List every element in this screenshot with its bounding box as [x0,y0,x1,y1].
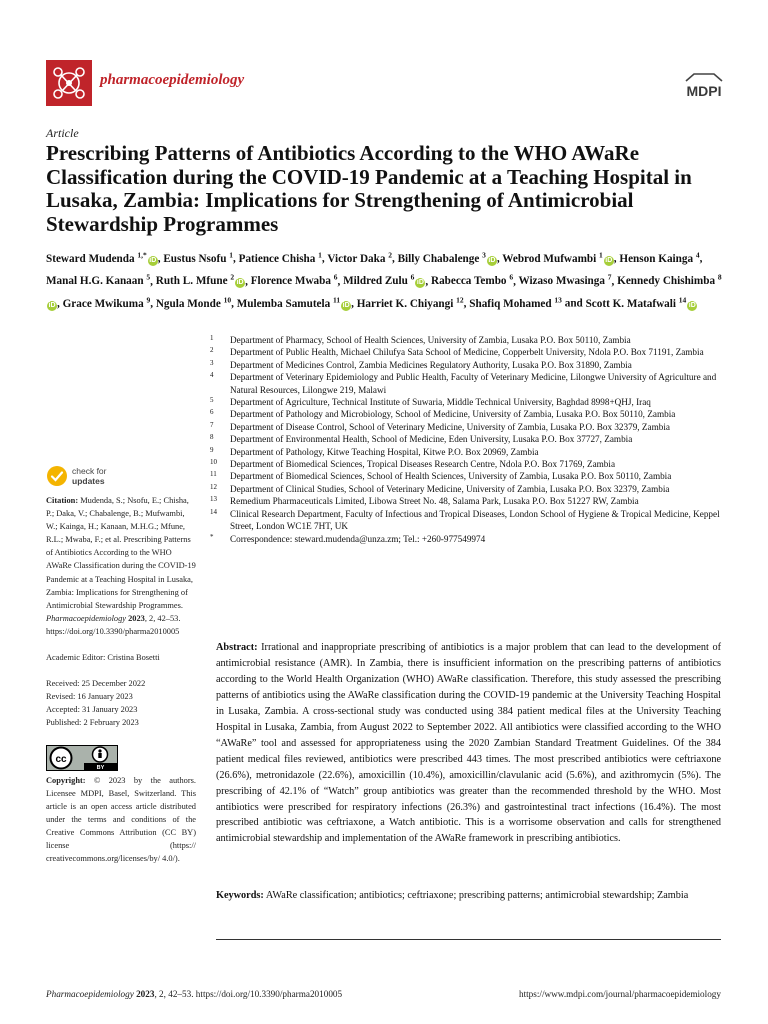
affiliation-item [210,346,730,358]
author[interactable] [46,272,151,288]
affiliation-text: Department of Biomedical Sciences, Tropical Diseases Research Centre, Ndola P.O. Box 71769, Zambia [230,459,616,470]
author-separator: , [611,275,618,288]
citation-doi[interactable]: , 2, 42–53. https://doi.org/10.3390/pharma2010005 [46,613,181,636]
affiliation-text: Department of Biomedical Sciences, School of Health Sciences, University of Zambia, Lusaka P.O. Box 50110, Zambia [230,471,672,482]
publisher-name: MDPI [686,83,722,99]
author[interactable] [518,272,612,288]
citation-year: 2023 [128,613,145,623]
affiliation-text: Department of Agriculture, Technical Institute of Suwaria, Middle Technical University, Baghdad 8998+QHJ, Iraq [230,397,651,408]
author-separator: , [463,297,470,310]
author-affiliation-marker: 14 [678,295,687,305]
author-affiliation-marker: 8 [717,272,722,282]
received-date: Received: 25 December 2022 [46,679,146,689]
author-affiliation-marker: 1 [599,250,603,259]
author-name[interactable]: Steward Mudenda [46,252,135,265]
copyright-label: Copyright: [46,775,86,785]
author[interactable] [619,250,700,265]
affiliation-number: 4 [210,371,214,380]
footer-journal: Pharmacoepidemiology [46,989,134,999]
abstract-label: Abstract: [216,642,258,653]
affiliation-text: Department of Public Health, Michael Chilufya Sata School of Medicine, Copperbelt University, Ndola P.O. Box 71191, Zambia [230,347,704,358]
author-affiliation-marker: 3 [482,250,486,259]
affiliation-item [210,446,730,458]
orcid-icon[interactable]: iD [605,256,613,264]
author-affiliation-marker: 9 [146,295,151,305]
affiliation-item [210,334,730,346]
copyright [46,774,196,866]
author-name[interactable]: Victor Daka [327,252,386,265]
author-separator: , [57,297,63,310]
orcid-icon[interactable]: iD [48,301,56,309]
author[interactable] [469,295,562,310]
affiliation-number: 6 [210,408,214,417]
author-separator: , [157,252,164,265]
author-separator: , [245,275,251,288]
affiliation-item [210,470,730,482]
author-separator: , [150,297,156,310]
footer-citation [46,989,342,999]
author-name[interactable]: Ruth L. Mfune [155,275,228,288]
mdpi-logo[interactable] [680,72,728,102]
author-name[interactable]: Webrod Mufwambi [502,252,597,265]
orcid-icon[interactable]: iD [149,256,157,264]
affiliation-number: * [210,532,214,541]
affiliation-item [210,396,730,408]
citation-journal: Pharmacoepidemiology [46,613,127,623]
article-type: Article [46,126,79,140]
affiliation-item [210,483,730,495]
affiliation-item [210,359,730,371]
affiliation-item [210,495,730,507]
affiliation-item [210,533,730,545]
author-affiliation-marker: 7 [607,272,612,282]
author[interactable] [397,250,497,265]
author-separator: , [150,275,156,288]
abstract [216,640,721,847]
affiliation-item [210,421,730,433]
affiliation-number: 1 [210,334,214,342]
author-name[interactable]: Kennedy Chishimba [617,275,716,288]
author-name[interactable]: Mulemba Samutela [236,297,331,310]
journal-name[interactable]: pharmacoepidemiology [100,72,245,88]
author-name[interactable]: Eustus Nsofu [163,252,227,265]
author[interactable] [343,272,425,288]
keywords-text: AWaRe classification; antibiotics; ceftriaxone; prescribing patterns; antimicrobial stewardship; Zambia [265,890,689,901]
author-separator: , [233,252,239,265]
author[interactable] [585,295,698,310]
author[interactable] [431,272,514,288]
author-name[interactable]: Grace Mwikuma [62,297,144,310]
author-affiliation-marker: 13 [554,295,562,305]
author-name[interactable]: Mildred Zulu [343,275,408,288]
author[interactable] [327,250,392,265]
affiliation-number: 12 [210,482,217,491]
affiliation-number: 10 [210,458,217,467]
affiliation-item [210,508,730,533]
author-separator: , [231,297,237,310]
author-name[interactable]: Shafiq Mohamed [469,297,552,310]
cc-badge-label: BY [96,764,105,771]
svg-text:cc: cc [55,753,67,765]
keywords-label: Keywords: [216,890,264,901]
orcid-icon[interactable]: iD [416,279,424,287]
author-name[interactable]: Patience Chisha [238,252,316,265]
author[interactable] [502,250,614,265]
author-affiliation-marker: 1 [229,250,234,259]
affiliation-number: 14 [210,507,217,516]
affiliation-text: Department of Pathology, Kitwe Teaching Hospital, Kitwe P.O. Box 20969, Zambia [230,446,539,457]
author-affiliation-marker: 1 [318,250,322,259]
revised-date: Revised: 16 January 2023 [46,692,133,702]
check-updates-line1: check for [72,466,107,476]
sidebar [46,494,196,865]
citation-label: Citation: [46,496,79,505]
section-divider [216,939,721,940]
author-affiliation-marker: 1,* [137,250,147,259]
orcid-icon[interactable]: iD [688,301,696,309]
affiliation-text: Department of Veterinary Epidemiology and Public Health, Faculty of Veterinary Medicine, Lilongwe University of Agriculture and Natural Resources, Lilongwe 219, Malawi [230,372,717,395]
author-separator: , [351,297,357,310]
author-affiliation-marker: 6 [410,272,415,282]
author-affiliation-marker: 2 [388,250,392,259]
footer-year: 2023 [136,989,155,999]
affiliation-text: Department of Medicines Control, Zambia Medicines Regulatory Authority, Lusaka P.O. Box 31890, Zambia [230,359,632,370]
affiliation-number: 7 [210,420,214,429]
footer-doi[interactable]: , 2, 42–53. https://doi.org/10.3390/pharma2010005 [154,989,343,999]
author-separator: and [561,297,586,310]
check-for-updates-badge[interactable] [46,465,166,489]
affiliation-number: 9 [210,445,214,454]
author[interactable] [62,295,151,310]
author-separator: , [425,275,431,288]
author-affiliation-marker: 6 [333,272,338,282]
affiliation-number: 13 [210,495,217,504]
citation [46,494,196,638]
orcid-icon[interactable]: iD [342,301,350,309]
author-separator: , [699,252,703,265]
keywords [216,888,721,904]
affiliation-text: Department of Pharmacy, School of Health Sciences, University of Zambia, Lusaka P.O. Box 50110, Zambia [230,335,631,345]
affiliation-item [210,458,730,470]
orcid-icon[interactable]: iD [236,279,244,287]
affiliation-text: Correspondence: steward.mudenda@unza.zm; Tel.: +260-977549974 [230,533,486,544]
affiliation-text: Department of Pathology and Microbiology, School of Medicine, University of Zambia, Lusaka P.O. Box 50110, Zambia [230,409,676,420]
footer-journal-url[interactable]: https://www.mdpi.com/journal/pharmacoepidemiology [518,989,721,999]
affiliation-item [210,371,730,396]
journal-logo [46,60,92,106]
author-separator: , [496,252,503,265]
abstract-text: Irrational and inappropriate prescribing of antibiotics is a major problem that can lead to the development of antimicrobial resistance (AMR). In Zambia, there is insufficient information on the prescribing patterns of antibiotics according to the World Health Organization (WHO) AWaRe classification. Therefore, this study assessed the prescribing patterns of antibiotics using the AWaRe classification during the COVID-19 pandemic at the University Teaching Hospital in Lusaka, Zambia. A cross-sectional study was conducted using 384 patient medical files at the University Teaching Hospital in Lusaka, Zambia, from August 2022 to September 2022. All antibiotics were classified according to the WHO “AWaRe” tool and assessed for appropriateness using the 2020 Zambian Standard Treatment Guidelines. Of the 384 patient medical files reviewed, antibiotics were prescribed 443 times. The most prescribed antibiotics were ceftriaxone (26.6%), metronidazole (22.6%), amoxicillin (10.4%), amoxicillin/clavulanic acid (5.6%), and azithromycin (5%). The prescribing of 42.1% of “Watch” group antibiotics was greater than the recommended threshold by the WHO. Most antibiotics were prescribed for respiratory infections (26.3%) and gastrointestinal tract infections (16.4%). The most prescribed antibiotic was ceftriaxone, a Watch antibiotic. This is a worrisome observation and calls for strengthened antimicrobial stewardship and implementation of the AWaRe framework in prescribing antibiotics. [216,642,721,845]
author[interactable] [236,295,351,310]
check-updates-line2: updates [72,476,105,486]
affiliation-text: Department of Disease Control, School of Veterinary Medicine, University of Zambia, Lusaka P.O. Box 32379, Zambia [230,421,670,432]
author-affiliation-marker: 5 [146,272,151,282]
author-affiliation-marker: 11 [333,295,341,305]
affiliation-item [210,408,730,420]
affiliation-number: 8 [210,433,214,442]
affiliation-number: 2 [210,346,214,355]
author[interactable] [250,272,338,288]
author[interactable] [155,295,232,310]
published-date: Published: 2 February 2023 [46,718,139,728]
author-name[interactable]: Ngula Monde [155,297,221,310]
affiliation-list [210,334,730,545]
accepted-date: Accepted: 31 January 2023 [46,705,138,715]
affiliation-number: 3 [210,358,214,367]
author-affiliation-marker: 10 [223,295,232,305]
affiliation-text: Department of Clinical Studies, School of Veterinary Medicine, University of Zambia, Lusaka P.O. Box 32379, Zambia [230,483,670,494]
author-name[interactable]: Florence Mwaba [250,275,331,288]
affiliation-number: 5 [210,396,214,405]
affiliation-text: Department of Environmental Health, School of Medicine, Eden University, Lusaka P.O. Box 37727, Zambia [230,434,633,445]
author-affiliation-marker: 2 [230,272,235,282]
author-name[interactable]: Rabecca Tembo [431,275,507,288]
cc-by-license-badge[interactable] [46,745,118,771]
author[interactable] [46,250,158,265]
citation-body: Mudenda, S.; Nsofu, E.; Chisha, P.; Daka, V.; Chabalenge, B.; Mufwambi, W.; Kainga, H.; Kanaan, M.H.G.; Mfune, R.L.; Mwaba, F.; et al. Prescribing Patterns of Antibiotics According to the WHO AWaRe Classification during the COVID-19 Pandemic at a Teaching Hospital in Lusaka, Zambia: Implications for Strengthening of Antimicrobial Stewardship Programmes. [46,496,196,610]
author[interactable] [238,250,322,265]
author-list [46,246,726,314]
author[interactable] [356,295,464,310]
author-name[interactable]: Billy Chabalenge [397,252,480,265]
author[interactable] [163,250,234,265]
author-separator: , [513,275,519,288]
affiliation-item [210,433,730,445]
check-updates-icon [46,465,68,487]
affiliation-number: 11 [210,470,217,479]
author-affiliation-marker: 12 [456,295,464,305]
author-name[interactable]: Scott K. Matafwali [585,297,676,310]
orcid-icon[interactable]: iD [488,256,496,264]
author-affiliation-marker: 6 [509,272,514,282]
copyright-body: © 2023 by the authors. Licensee MDPI, Basel, Switzerland. This article is an open access article distributed under the terms and conditions of the Creative Commons Attribution (CC BY) license (https:// creativecommons.org/licenses/by/ 4.0/). [46,775,197,864]
affiliation-text: Remedium Pharmaceuticals Limited, Libowa Street No. 48, Salama Park, Lusaka P.O. Box 51227 RW, Zambia [230,496,639,507]
author-separator: , [391,252,398,265]
author-separator: , [337,275,344,288]
author-name[interactable]: Manal H.G. Kanaan [46,275,144,288]
author-name[interactable]: Wizaso Mwasinga [518,275,605,288]
article-title: Prescribing Patterns of Antibiotics According to the WHO AWaRe Classification during the COVID-19 Pandemic at a Teaching Hospital in Lusaka, Zambia: Implications for Strengthening of Antimicrobial Stewardship Programmes [46,141,692,236]
author-affiliation-marker: 4 [695,250,700,259]
author-name[interactable]: Harriet K. Chiyangi [356,297,454,310]
affiliation-text: Clinical Research Department, Faculty of Infectious and Tropical Diseases, London School of Hygiene & Tropical Medicine, Keppel Street, London WC1E 7HT, UK [230,508,720,532]
author[interactable] [155,272,245,288]
academic-editor: Academic Editor: Cristina Bosetti [46,653,160,663]
author-separator: , [613,252,620,265]
author-name[interactable]: Henson Kainga [619,252,694,265]
author-separator: , [321,252,328,265]
